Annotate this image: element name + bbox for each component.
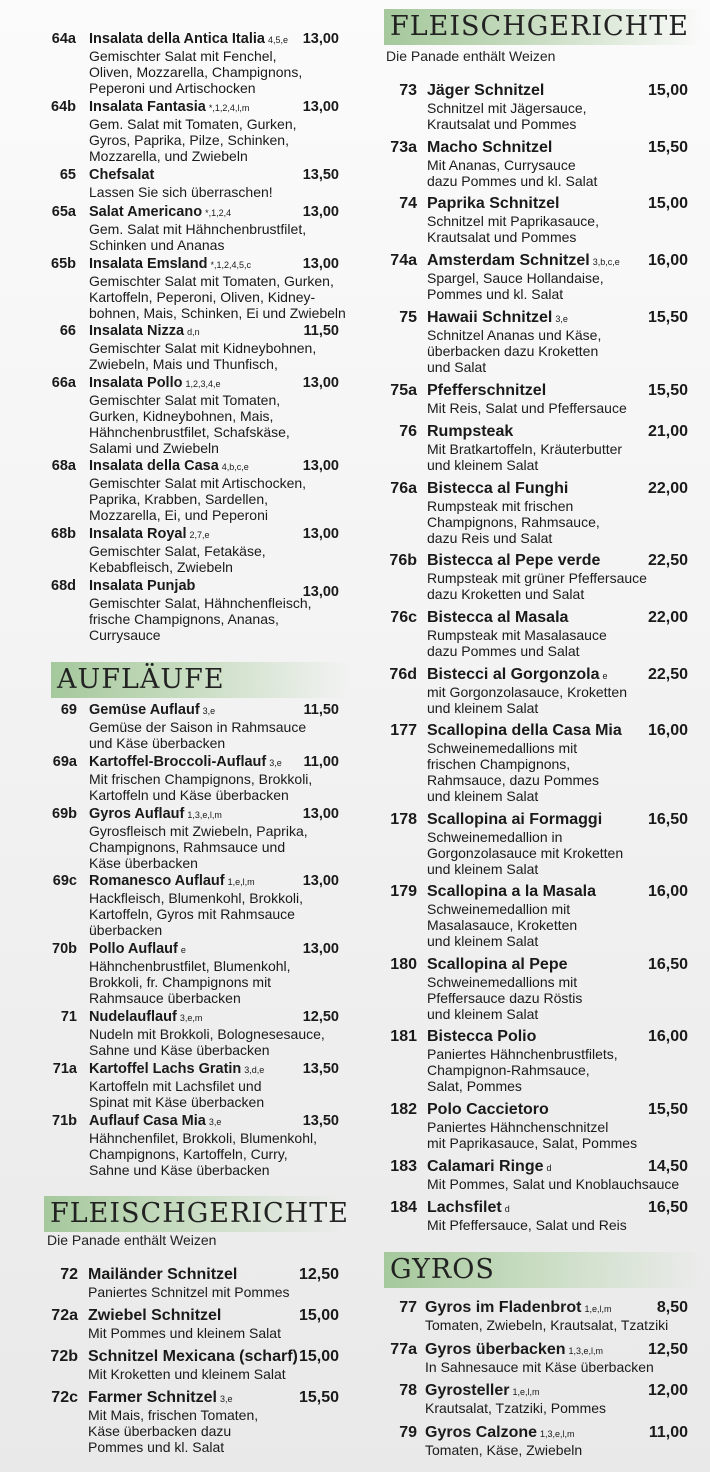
item-price: 14,50 (647, 1158, 688, 1175)
item-price: 15,50 (647, 139, 688, 156)
item-additives: 3,e (202, 706, 216, 716)
item-name (427, 309, 568, 327)
item-name (89, 375, 221, 391)
item-name (425, 1299, 611, 1317)
item-additives: d,n (187, 327, 200, 337)
item-name-text: Kartoffel Lachs Gratin (89, 1061, 242, 1077)
item-name-text: Salat Americano (89, 204, 203, 220)
item-price: 15,00 (647, 195, 688, 212)
item-name-text: Insalata della Casa (89, 458, 219, 474)
item-name (425, 1424, 575, 1442)
item-description: Mit Mais, frischen Tomaten, Käse überbacken dazu Pommes und kl. Salat (88, 1407, 259, 1455)
item-number: 72a (51, 1307, 78, 1324)
item-price: 13,00 (302, 458, 339, 474)
item-additives: 3,b,c,e (592, 257, 620, 267)
item-name (425, 1341, 603, 1359)
item-additives: d (504, 1204, 510, 1214)
item-name-text: Macho Schnitzel (427, 139, 553, 156)
item-price: 11,50 (303, 702, 339, 718)
item-name-text: Jäger Schnitzel (427, 82, 545, 99)
item-name-text: Insalata Fantasia (89, 99, 206, 115)
item-number: 65 (59, 167, 76, 183)
item-additives: 3,e (208, 1117, 222, 1127)
item-description: Lassen Sie sich überraschen! (89, 184, 273, 200)
item-description: Schweinemedallion mit Masalasauce, Kroketten und kleinem Salat (427, 901, 578, 949)
item-price: 13,00 (302, 204, 339, 220)
item-name (89, 204, 231, 220)
item-description: Gemischter Salat mit Artischocken, Paprika, Krabben, Sardellen, Mozzarella, Ei, und Peperoni (89, 475, 307, 523)
item-price: 16,00 (647, 1028, 688, 1045)
item-name-text: Farmer Schnitzel (88, 1389, 217, 1406)
item-name-text: Insalata Pollo (89, 375, 183, 391)
item-price: 13,00 (302, 526, 339, 542)
item-name (427, 811, 605, 829)
item-price: 11,50 (303, 323, 339, 339)
item-additives: *,1,2,4,5,c (210, 260, 251, 270)
item-name (427, 956, 571, 974)
item-name (427, 1199, 510, 1217)
item-description: Gemischter Salat mit Kidneybohnen, Zwiebeln, Mais und Thunfisch, (89, 340, 317, 372)
item-price: 13,00 (302, 941, 339, 957)
item-price: 15,00 (298, 1307, 339, 1324)
item-name (89, 323, 200, 339)
item-price: 8,50 (656, 1299, 688, 1316)
item-name (427, 1158, 552, 1176)
item-number: 179 (390, 883, 417, 900)
item-name (89, 702, 215, 718)
item-additives: 1,e,l,m (227, 877, 255, 887)
item-description: Gyrosfleisch mit Zwiebeln, Paprika, Champignons, Rahmsauce und Käse überbacken (89, 823, 308, 871)
item-description: Gemischter Salat, Hähnchenfleisch, frische Champignons, Ananas, Currysauce (89, 595, 312, 643)
item-number: 71b (52, 1113, 77, 1129)
item-number: 72b (50, 1348, 78, 1365)
item-description: Hähnchenfilet, Brokkoli, Blumenkohl, Champignons, Kartoffeln, Curry, Sahne und Käse überbacken (89, 1130, 318, 1178)
item-price: 13,00 (302, 256, 339, 272)
item-name-text: Nudelauflauf (89, 1009, 177, 1025)
item-number: 68d (51, 578, 76, 594)
item-description: Hähnchenbrustfilet, Blumenkohl, Brokkoli, fr. Champignons mit Rahmsauce überbacken (89, 958, 291, 1006)
item-additives: *,1,2,4 (205, 208, 232, 218)
item-name (427, 82, 547, 100)
item-number: 76d (389, 666, 417, 683)
gyros-title: GYROS (390, 1254, 495, 1285)
item-price: 16,00 (647, 252, 688, 269)
item-price: 13,00 (302, 99, 339, 115)
item-description: Mit Ananas, Currysauce dazu Pommes und kl. Salat (427, 157, 598, 189)
item-price: 11,00 (303, 754, 339, 770)
item-number: 68a (51, 458, 76, 474)
item-name (89, 806, 222, 822)
item-description: Gemüse der Saison in Rahmsauce und Käse überbacken (89, 719, 307, 751)
item-number: 69 (60, 702, 77, 718)
item-description: Schweinemedallions mit frischen Champignons, Rahmsauce, dazu Pommes und kleinem Salat (427, 740, 599, 804)
item-description: Gem. Salat mit Hähnchenbrustfilet, Schinken und Ananas (89, 221, 307, 253)
item-price: 15,50 (647, 1101, 688, 1118)
item-name-text: Scallopina al Pepe (427, 956, 568, 973)
item-name (89, 31, 288, 47)
item-description: Gem. Salat mit Tomaten, Gurken, Gyros, Paprika, Pilze, Schinken, Mozzarella, und Zwiebeln (89, 116, 297, 164)
item-name (427, 139, 555, 157)
item-additives: 4,5,e (267, 35, 288, 45)
item-description: Mit Pfeffersauce, Salat und Reis (427, 1217, 627, 1233)
item-name-text: Chefsalat (89, 167, 155, 183)
item-description: Nudeln mit Brokkoli, Bolognesesauce, Sahne und Käse überbacken (89, 1026, 325, 1058)
item-name (89, 256, 251, 272)
item-number: 73 (399, 82, 417, 99)
item-number: 77a (390, 1341, 417, 1358)
item-description: Krautsalat, Tzatziki, Pommes (425, 1400, 607, 1416)
item-name-text: Insalata Nizza (89, 323, 185, 339)
item-description: Tomaten, Zwiebeln, Krautsalat, Tzatziki (425, 1317, 669, 1333)
item-additives: 1,e,l,m (584, 1304, 612, 1314)
fleischgerichte-right-banner (384, 9, 704, 45)
item-additives: 1,3,e,l,m (568, 1346, 604, 1356)
item-name-text: Auflauf Casa Mia (89, 1113, 206, 1129)
item-price: 22,50 (647, 666, 688, 683)
item-name-text: Insalata Royal (89, 526, 187, 542)
item-name-text: Bistecca al Funghi (427, 480, 569, 497)
item-name (88, 1266, 240, 1284)
item-name-text: Scallopina a la Masala (427, 883, 596, 900)
item-name (88, 1348, 301, 1366)
item-name-text: Gyros Auflauf (89, 806, 185, 822)
item-number: 77 (399, 1299, 417, 1316)
item-number: 68b (51, 526, 76, 542)
item-number: 71a (52, 1061, 77, 1077)
item-description: Gemischter Salat, Fetakäse, Kebabfleisch, Zwiebeln (89, 543, 266, 575)
item-name-text: Bistecca al Pepe verde (427, 552, 601, 569)
item-number: 76a (390, 480, 417, 497)
gyros-banner (384, 1252, 704, 1288)
item-price: 15,00 (647, 82, 688, 99)
item-price: 13,00 (302, 873, 339, 889)
item-number: 183 (390, 1158, 417, 1175)
item-name (89, 167, 157, 183)
item-name (88, 1389, 232, 1407)
item-price: 13,50 (302, 1061, 339, 1077)
item-description: Kartoffeln mit Lachsfilet und Spinat mit Käse überbacken (89, 1078, 265, 1110)
item-name (425, 1382, 540, 1400)
item-name (89, 526, 210, 542)
item-name-text: Scallopina della Casa Mia (427, 722, 622, 739)
item-number: 76 (399, 423, 417, 440)
item-name-text: Amsterdam Schnitzel (427, 252, 590, 269)
item-price: 13,50 (302, 1113, 339, 1129)
item-name-text: Bistecca Polio (427, 1028, 537, 1045)
item-name (88, 1307, 224, 1325)
item-number: 79 (399, 1424, 417, 1441)
fleischgerichte-left-banner (44, 1196, 349, 1232)
item-description: Tomaten, Käse, Zwiebeln (425, 1442, 583, 1458)
item-description: Paniertes Hähnchenschnitzel mit Paprikasauce, Salat, Pommes (427, 1119, 638, 1151)
item-additives: 1,3,e,l,m (540, 1429, 575, 1439)
item-price: 22,00 (647, 609, 688, 626)
item-additives: 3,e (555, 314, 568, 324)
item-name (427, 423, 516, 441)
item-price: 13,50 (302, 167, 339, 183)
item-name-text: Insalata della Antica Italia (89, 31, 265, 47)
item-price: 15,50 (647, 382, 688, 399)
item-number: 65b (51, 256, 76, 272)
item-number: 64b (51, 99, 76, 115)
item-price: 22,00 (647, 480, 688, 497)
auflaeufe-title: AUFLÄUFE (57, 664, 225, 695)
item-additives: 3,e,m (179, 1013, 203, 1023)
fleischgerichte-right-title: FLEISCHGERICHTE (390, 11, 689, 42)
item-price: 12,50 (298, 1266, 339, 1283)
auflaeufe-banner (51, 662, 351, 698)
item-description: Rumpsteak mit frischen Champignons, Rahmsauce, dazu Reis und Salat (427, 498, 600, 546)
item-name-text: Lachsfilet (427, 1199, 502, 1216)
item-additives: e (602, 671, 608, 681)
item-price: 21,00 (647, 423, 688, 440)
item-name (89, 873, 255, 889)
item-number: 65a (51, 204, 76, 220)
item-number: 69c (52, 873, 77, 889)
item-name (427, 382, 549, 400)
item-number: 184 (390, 1199, 417, 1216)
item-number: 69a (52, 754, 77, 770)
item-price: 16,50 (647, 811, 688, 828)
item-additives: 4,b,c,e (221, 462, 249, 472)
item-number: 182 (390, 1101, 417, 1118)
item-number: 76b (389, 552, 417, 569)
item-name (89, 1113, 221, 1129)
item-description: Paniertes Schnitzel mit Pommes (88, 1284, 290, 1300)
item-additives: 1,2,3,4,e (185, 379, 221, 389)
item-number: 74 (399, 195, 417, 212)
item-description: Rumpsteak mit grüner Pfeffersauce dazu Kroketten und Salat (427, 570, 647, 602)
item-name (427, 883, 599, 901)
item-name (89, 1061, 264, 1077)
item-price: 13,00 (302, 31, 339, 47)
item-description: Spargel, Sauce Hollandaise, Pommes und kl. Salat (427, 270, 604, 302)
item-number: 69b (52, 806, 77, 822)
item-name-text: Gemüse Auflauf (89, 702, 200, 718)
item-description: mit Gorgonzolasauce, Kroketten und kleinem Salat (427, 684, 627, 716)
item-additives: 1,3,e,l,m (187, 810, 222, 820)
item-additives: 2,7,e (189, 530, 210, 540)
item-name-text: Gyros überbacken (425, 1341, 566, 1358)
item-number: 73a (390, 139, 417, 156)
item-description: In Sahnesauce mit Käse überbacken (425, 1359, 654, 1375)
item-price: 16,00 (647, 883, 688, 900)
item-name-text: Rumpsteak (427, 423, 514, 440)
item-name-text: Bistecca al Masala (427, 609, 569, 626)
item-name-text: Pfefferschnitzel (427, 382, 547, 399)
item-name (427, 195, 563, 213)
item-description: Schnitzel mit Jägersauce, Krautsalat und Pommes (427, 100, 587, 132)
item-description: Schnitzel mit Paprikasauce, Krautsalat und Pommes (427, 213, 599, 245)
item-name-text: Gyros im Fladenbrot (425, 1299, 582, 1316)
item-number: 177 (390, 722, 417, 739)
item-description: Mit frischen Champignons, Brokkoli, Kartoffeln und Käse überbacken (89, 771, 313, 803)
item-price: 12,50 (647, 1341, 688, 1358)
item-price: 13,00 (302, 806, 339, 822)
fleisch-note-left: Die Panade enthält Weizen (47, 1232, 217, 1248)
item-additives: 1,e,l,m (512, 1387, 540, 1397)
item-name (427, 1028, 539, 1046)
item-name (89, 754, 282, 770)
item-description: Gemischter Salat mit Tomaten, Gurken, Kartoffeln, Peperoni, Oliven, Kidney- bohnen, Mais, Schinken, Ei und Zwiebeln (89, 273, 346, 321)
fleisch-note-right: Die Panade enthält Weizen (386, 48, 556, 64)
item-additives: d (546, 1163, 552, 1173)
item-name-text: Gyros Calzone (425, 1424, 538, 1441)
item-description: Mit Bratkartoffeln, Kräuterbutter und kleinem Salat (427, 441, 623, 473)
item-name-text: Scallopina ai Formaggi (427, 811, 603, 828)
item-name-text: Insalata Emsland (89, 256, 208, 272)
item-additives: e (180, 945, 186, 955)
item-description: Schweinemedallions mit Pfeffersauce dazu Röstis und kleinem Salat (427, 974, 583, 1022)
item-number: 70b (52, 941, 77, 957)
item-description: Mit Kroketten und kleinem Salat (88, 1366, 286, 1382)
item-name-text: Pollo Auflauf (89, 941, 178, 957)
item-price: 13,00 (302, 584, 339, 600)
item-number: 66 (59, 323, 76, 339)
item-number: 66a (51, 375, 76, 391)
item-description: Schweinemedallion in Gorgonzolasauce mit Kroketten und kleinem Salat (427, 829, 624, 877)
item-name-text: Kartoffel-Broccoli-Auflauf (89, 754, 267, 770)
item-description: Mit Pommes, Salat und Knoblauchsauce (427, 1176, 680, 1192)
item-name (427, 480, 571, 498)
item-name (89, 99, 249, 115)
item-price: 15,50 (298, 1389, 339, 1406)
item-name (427, 666, 608, 684)
item-price: 13,00 (302, 375, 339, 391)
item-name (89, 458, 249, 474)
item-name (427, 722, 625, 740)
item-number: 75a (390, 382, 417, 399)
item-name (427, 552, 603, 570)
item-number: 178 (390, 811, 417, 828)
item-name (427, 1101, 552, 1119)
item-description: Schnitzel Ananas und Käse, überbacken dazu Kroketten und Salat (427, 327, 602, 375)
item-number: 76c (390, 609, 417, 626)
item-number: 78 (399, 1382, 417, 1399)
item-name-text: Calamari Ringe (427, 1158, 544, 1175)
item-description: Paniertes Hähnchenbrustfilets, Champignon-Rahmsauce, Salat, Pommes (427, 1046, 618, 1094)
item-name-text: Paprika Schnitzel (427, 195, 560, 212)
item-name-text: Gyrosteller (425, 1382, 510, 1399)
item-number: 181 (390, 1028, 417, 1045)
item-price: 12,00 (647, 1382, 688, 1399)
item-name-text: Bistecci al Gorgonzola (427, 666, 600, 683)
item-name-text: Polo Caccietoro (427, 1101, 549, 1118)
item-name (89, 941, 186, 957)
item-name-text: Zwiebel Schnitzel (88, 1307, 222, 1324)
item-price: 16,00 (647, 722, 688, 739)
item-name-text: Mailänder Schnitzel (88, 1266, 238, 1283)
item-description: Gemischter Salat mit Tomaten, Gurken, Kidneybohnen, Mais, Hähnchenbrustfilet, Schafskäse, Salami und Zwiebeln (89, 392, 290, 456)
item-price: 16,50 (647, 1199, 688, 1216)
item-description: Mit Reis, Salat und Pfeffersauce (427, 400, 627, 416)
item-number: 64a (51, 31, 76, 47)
fleischgerichte-left-title: FLEISCHGERICHTE (50, 1198, 349, 1229)
item-additives: 3,e (219, 1394, 233, 1404)
item-description: Hackfleisch, Blumenkohl, Brokkoli, Kartoffeln, Gyros mit Rahmsauce überbacken (89, 890, 303, 938)
item-name (427, 609, 571, 627)
item-price: 22,50 (647, 552, 688, 569)
item-price: 11,00 (648, 1424, 688, 1441)
item-number: 72c (51, 1389, 78, 1406)
item-name-text: Insalata Punjab (89, 578, 196, 594)
item-number: 180 (390, 956, 417, 973)
item-additives: 3,d,e (244, 1065, 265, 1075)
item-name-text: Hawaii Schnitzel (427, 309, 553, 326)
item-name (427, 252, 620, 270)
item-number: 74a (390, 252, 417, 269)
item-price: 16,50 (647, 956, 688, 973)
item-number: 75 (399, 309, 417, 326)
item-name (89, 1009, 202, 1025)
item-number: 71 (60, 1009, 77, 1025)
item-price: 15,50 (647, 309, 688, 326)
item-description: Mit Pommes und kleinem Salat (88, 1325, 281, 1341)
item-number: 72 (60, 1266, 78, 1283)
item-name-text: Schnitzel Mexicana (scharf) (88, 1348, 298, 1365)
item-name (89, 578, 198, 594)
item-description: Rumpsteak mit Masalasauce dazu Pommes und Salat (427, 627, 607, 659)
item-additives: 3,e (269, 758, 282, 768)
item-price: 15,00 (298, 1348, 339, 1365)
item-price: 12,50 (302, 1009, 339, 1025)
item-name-text: Romanesco Auflauf (89, 873, 225, 889)
item-description: Gemischter Salat mit Fenchel, Oliven, Mozzarella, Champignons, Peperoni und Artischocken (89, 48, 303, 96)
item-additives: *,1,2,4,l,m (208, 103, 250, 113)
